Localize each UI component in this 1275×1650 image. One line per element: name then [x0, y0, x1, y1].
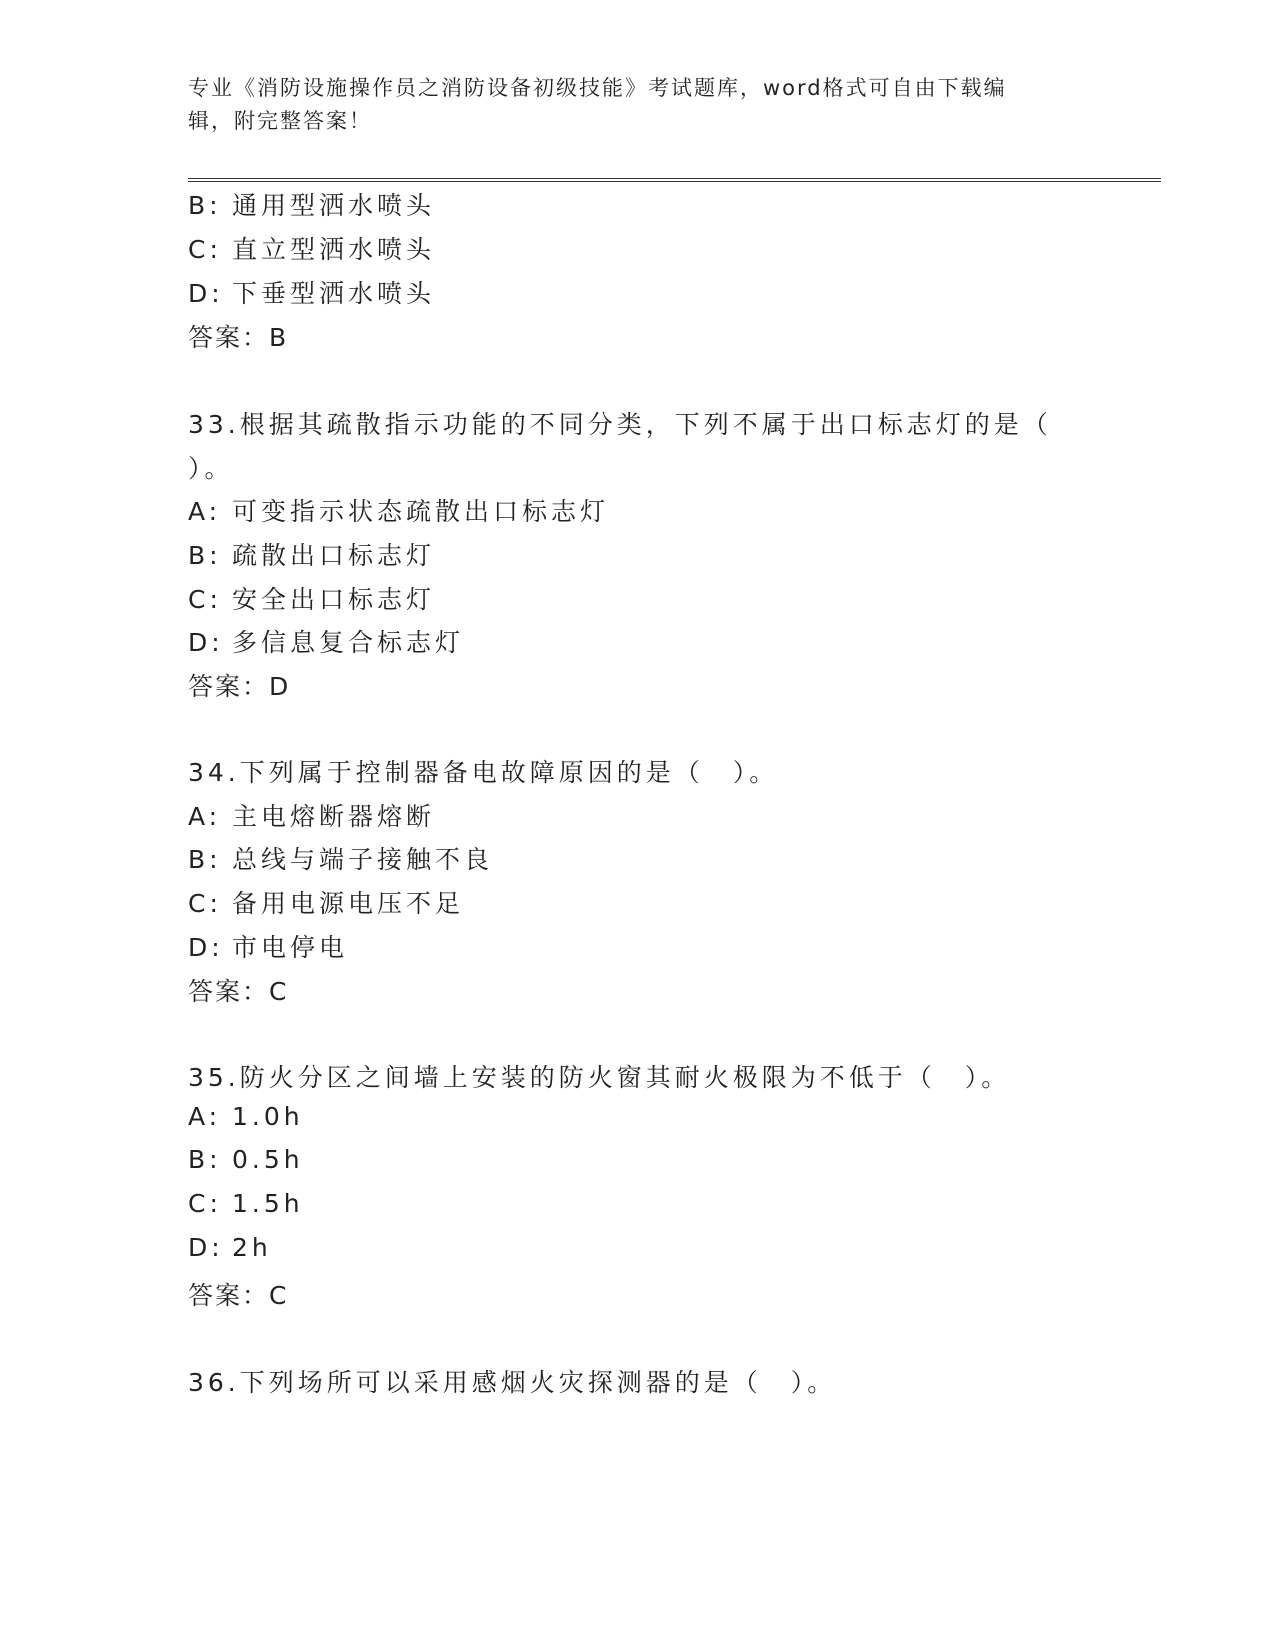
question-35: 35.防火分区之间墙上安装的防火窗其耐火极限为不低于（ ）。: [188, 1063, 1011, 1092]
header-divider: [188, 178, 1161, 182]
question-33-cont: ）。: [188, 454, 234, 483]
option-b: B: 总线与端子接触不良: [188, 845, 494, 874]
question-34: 34.下列属于控制器备电故障原因的是（ ）。: [188, 758, 779, 787]
question-33: 33.根据其疏散指示功能的不同分类，下列不属于出口标志灯的是（: [188, 410, 1052, 439]
answer-35: 答案：C: [188, 1281, 289, 1310]
option-b: B: 疏散出口标志灯: [188, 541, 436, 570]
option-a: A: 主电熔断器熔断: [188, 802, 436, 831]
answer-32: 答案：B: [188, 323, 289, 352]
document-header: [188, 72, 1088, 138]
option-d: D: 市电停电: [188, 933, 349, 962]
option-d: D: 多信息复合标志灯: [188, 628, 465, 657]
option-c: C: 1.5h: [188, 1189, 304, 1218]
option-c: C: 备用电源电压不足: [188, 889, 465, 918]
answer-33: 答案：D: [188, 672, 291, 701]
option-d: D: 2h: [188, 1233, 272, 1262]
option-c: C: 安全出口标志灯: [188, 585, 436, 614]
option-a: A: 1.0h: [188, 1102, 304, 1131]
option-a: A: 可变指示状态疏散出口标志灯: [188, 497, 610, 526]
answer-34: 答案：C: [188, 977, 289, 1006]
header-line-2: 辑，附完整答案！: [188, 109, 372, 133]
option-c: C: 直立型洒水喷头: [188, 235, 436, 264]
question-36: 36.下列场所可以采用感烟火灾探测器的是（ ）。: [188, 1368, 837, 1397]
option-b: B: 0.5h: [188, 1145, 304, 1174]
header-line-1: 专业《消防设施操作员之消防设备初级技能》考试题库，word格式可自由下载编: [188, 76, 1007, 100]
option-b: B: 通用型洒水喷头: [188, 191, 436, 220]
option-d: D: 下垂型洒水喷头: [188, 279, 436, 308]
